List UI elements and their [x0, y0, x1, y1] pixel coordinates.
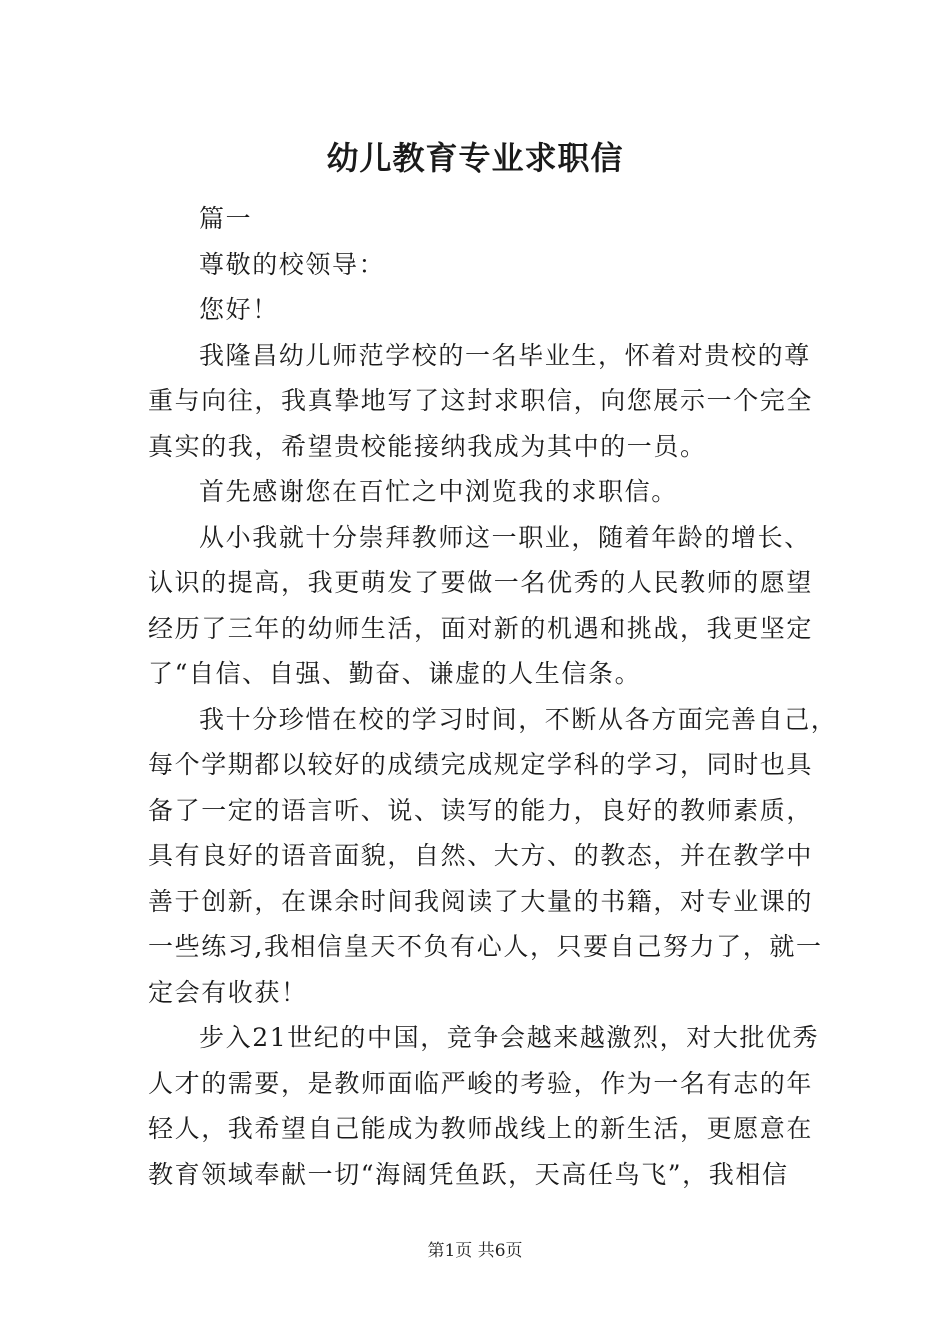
paragraph-line: 经历了三年的幼师生活，面对新的机遇和挑战，我更坚定 [148, 613, 814, 643]
paragraph-line: 教育领域奉献一切“海阔凭鱼跃，天高任鸟飞”，我相信 [148, 1159, 789, 1189]
paragraph-line: 轻人，我希望自己能成为教师战线上的新生活，更愿意在 [148, 1114, 814, 1143]
paragraph-line: 首先感谢您在百忙之中浏览我的求职信。 [199, 477, 678, 506]
paragraph-line: 人才的需要，是教师面临严峻的考验，作为一名有志的年 [148, 1068, 814, 1098]
paragraph-line: 我隆昌幼儿师范学校的一名毕业生，怀着对贵校的尊 [199, 340, 811, 370]
salutation: 尊敬的校领导： [199, 249, 386, 279]
paragraph-line: 认识的提高，我更萌发了要做一名优秀的人民教师的愿望 [148, 568, 814, 597]
greeting: 您好！ [199, 295, 279, 324]
paragraph-line: 了“自信、自强、勤奋、谦虚的人生信条。 [148, 659, 642, 688]
letter-body [148, 196, 838, 1197]
paragraph-line: 每个学期都以较好的成绩完成规定学科的学习，同时也具 [148, 750, 814, 779]
paragraph-line: 具有良好的语音面貌，自然、大方、的教态，并在教学中 [148, 841, 814, 870]
paragraph-line: 一些练习,我相信皇天不负有心人，只要自己努力了，就一 [148, 932, 823, 961]
paragraph-line: 定会有收获！ [148, 977, 308, 1007]
paragraph-line: 我十分珍惜在校的学习时间，不断从各方面完善自己， [199, 704, 838, 734]
paragraph-line: 备了一定的语言听、说、读写的能力，良好的教师素质， [148, 795, 814, 825]
page-footer: 第1页 共6页 [427, 1241, 523, 1261]
paragraph-line: 从小我就十分崇拜教师这一职业，随着年龄的增长、 [199, 522, 811, 552]
paragraph-line: 步入21世纪的中国，竞争会越来越激烈，对大批优秀 [199, 1023, 820, 1052]
paragraph-line: 善于创新，在课余时间我阅读了大量的书籍，对专业课的 [148, 886, 814, 916]
paragraph-line: 真实的我，希望贵校能接纳我成为其中的一员。 [148, 431, 707, 461]
document-title: 幼儿教育专业求职信 [326, 139, 624, 177]
paragraph-line: 重与向往，我真挚地写了这封求职信，向您展示一个完全 [148, 386, 814, 415]
section-label: 篇一 [199, 204, 253, 233]
